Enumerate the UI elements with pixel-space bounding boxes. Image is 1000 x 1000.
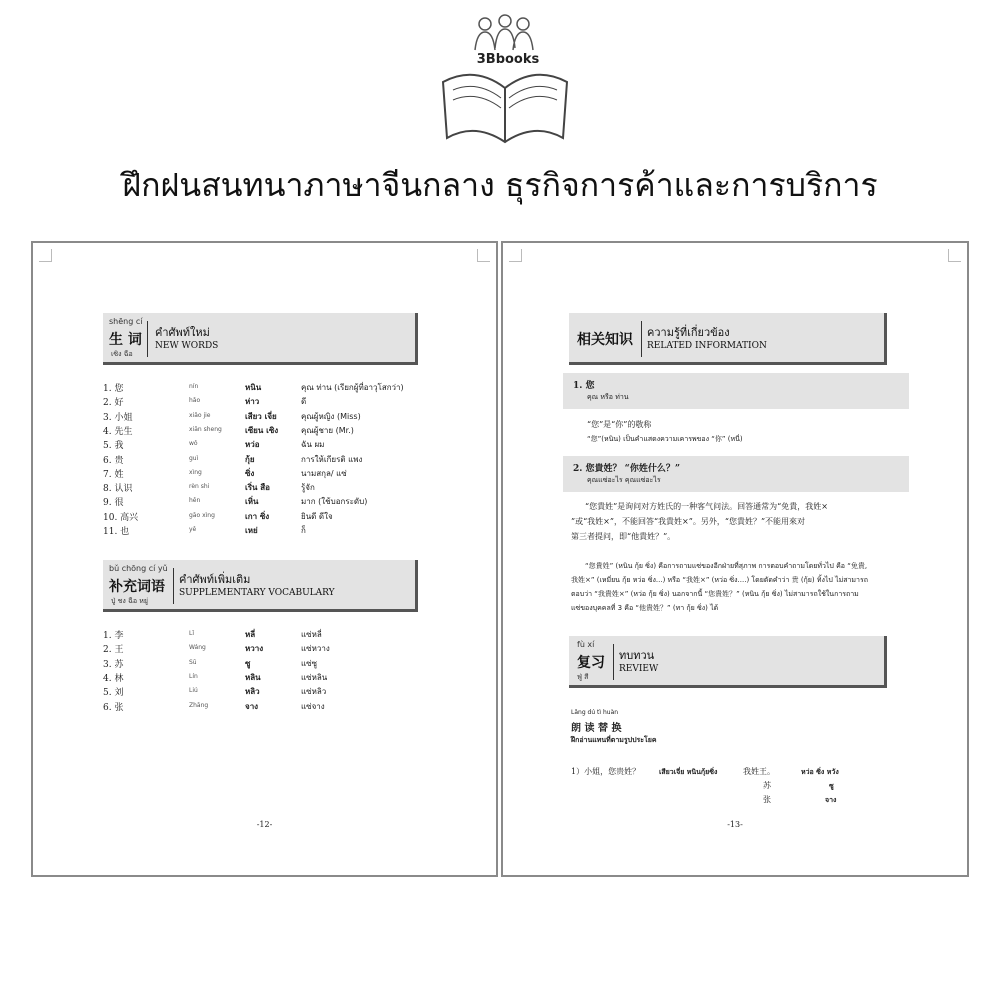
- text-line: “您”是“你”的敬称: [587, 420, 652, 429]
- vocab-pinyin: gāo xìng: [189, 511, 215, 519]
- vocab-reading: หลิน: [245, 672, 261, 682]
- text-line: “您貴姓”是询问对方姓氏的一种客气问法。回答通常为“免貴，我姓×: [585, 502, 828, 511]
- vocab-zh: 3. 苏: [103, 659, 124, 670]
- vocab-zh: 1. 您: [103, 384, 124, 394]
- brand-name: 3Bbooks: [476, 52, 540, 67]
- review-thai: ทบทวน: [619, 649, 655, 662]
- vocab-zh: 11. 也: [103, 527, 130, 537]
- vocab-row: [103, 481, 423, 495]
- brand-logo: [435, 10, 575, 150]
- supplementary-header: [103, 560, 418, 612]
- vocab-meaning: แซ่หลิน: [301, 672, 328, 682]
- new-words-reading: เซิง ฉือ: [111, 350, 133, 358]
- page-number: -12-: [256, 820, 273, 829]
- new-words-pinyin: shēng cí: [109, 317, 143, 326]
- vocab-meaning: คุณผู้หญิง (Miss): [301, 411, 361, 421]
- vocab-row: [103, 424, 423, 438]
- vocab-reading: ห่าว: [245, 397, 260, 407]
- vocab-reading: จาง: [245, 701, 259, 711]
- vocab-meaning: การให้เกียรติ แพง: [301, 454, 363, 464]
- vocab-zh: 4. 先生: [103, 426, 133, 437]
- drill-reading: เสียวเจี่ย หนินกุ้ยซิ่ง: [659, 768, 718, 776]
- supp-en: SUPPLEMENTARY VOCABULARY: [179, 588, 335, 598]
- vocab-meaning: นามสกุล/ แซ่: [301, 468, 347, 478]
- subsection-1: [563, 373, 909, 409]
- vocab-zh: 9. 很: [103, 498, 124, 509]
- page-number: -13-: [727, 820, 743, 829]
- drill-alt-zh: 张: [763, 795, 771, 804]
- vocab-meaning: แซ่หวาง: [301, 644, 330, 654]
- drill-zh: 朗 读 替 换: [571, 723, 622, 734]
- vocab-zh: 5. 我: [103, 441, 124, 452]
- subsection-2-thai-text: [571, 559, 911, 615]
- divider: [641, 321, 642, 357]
- vocab-row: [103, 438, 423, 452]
- divider: [147, 321, 148, 357]
- vocab-pinyin: xiǎo jie: [189, 411, 211, 419]
- vocab-row: [103, 657, 423, 671]
- subsection-2-thai: คุณแซ่อะไร คุณแซ่อะไร: [587, 476, 661, 484]
- vocab-row: [103, 510, 423, 524]
- vocab-pinyin: hǎo: [189, 397, 201, 405]
- vocab-meaning: แซ่หลิว: [301, 687, 327, 697]
- vocab-row: [103, 495, 423, 509]
- vocab-zh: 5. 刘: [103, 688, 124, 699]
- vocab-zh: 2. 好: [103, 398, 124, 409]
- vocab-pinyin: xìng: [189, 468, 202, 476]
- vocab-row: [103, 628, 423, 642]
- vocab-pinyin: Sū: [189, 658, 197, 666]
- vocab-reading: หลิว: [245, 687, 260, 697]
- new-words-header: [103, 313, 418, 365]
- vocab-pinyin: Wáng: [189, 644, 206, 652]
- review-en: REVIEW: [619, 664, 659, 674]
- drill-answer-reading: หว่อ ซิ่ง หวัง: [801, 768, 839, 776]
- text-line: ตอบว่า “我貴姓×” (หว่อ กุ้ย ซิ่ง) นอกจากนี้ “您貴姓？” (หนิน กุ้ย ซิ่ง) ไม่สามารถใช้ในการถาม: [571, 590, 859, 598]
- vocab-reading: ซิ่ง: [245, 468, 255, 478]
- vocab-zh: 8. 认识: [103, 484, 133, 495]
- vocab-zh: 6. 贵: [103, 455, 124, 466]
- vocab-reading: หนิน: [245, 383, 262, 392]
- vocab-zh: 10. 高兴: [103, 512, 139, 523]
- review-reading: ฟู่ สี: [577, 673, 589, 681]
- crop-mark: [509, 249, 522, 262]
- new-words-thai: คำศัพท์ใหม่: [155, 326, 210, 339]
- vocab-meaning: ยินดี ดีใจ: [301, 511, 333, 521]
- vocab-row: [103, 524, 423, 538]
- vocab-zh: 6. 张: [103, 702, 124, 713]
- right-page: [501, 241, 969, 877]
- left-page: [31, 241, 498, 877]
- vocab-row: [103, 685, 423, 699]
- vocab-reading: หวาง: [245, 644, 264, 654]
- vocab-pinyin: xiān sheng: [189, 425, 222, 433]
- vocab-meaning: ดี: [301, 397, 307, 407]
- new-words-en: NEW WORDS: [155, 341, 219, 351]
- vocab-pinyin: hěn: [189, 497, 201, 505]
- vocab-reading: ซู: [245, 658, 251, 668]
- vocab-pinyin: Lǐ: [189, 630, 195, 637]
- related-zh: 相关知识: [577, 332, 633, 348]
- drill-alt-reading: ซู: [829, 782, 834, 790]
- review-pinyin: fù xí: [577, 640, 595, 649]
- divider: [173, 568, 174, 604]
- divider: [613, 644, 614, 680]
- vocab-pinyin: Liú: [189, 687, 198, 695]
- vocab-zh: 3. 小姐: [103, 412, 133, 423]
- drill-pinyin: Lǎng dú tì huàn: [571, 709, 619, 716]
- vocab-pinyin: Zhāng: [189, 701, 209, 709]
- vocab-zh: 7. 姓: [103, 469, 124, 480]
- subsection-1-text: [587, 417, 743, 447]
- vocab-row: [103, 642, 423, 656]
- vocab-meaning: คุณผู้ชาย (Mr.): [301, 425, 354, 435]
- text-line: ”或“我姓×”，不能回答“我貴姓×”。另外，“您貴姓？”不能用來对: [571, 517, 806, 526]
- vocab-zh: 1. 李: [103, 631, 124, 641]
- vocab-reading: เกา ซิ่ง: [245, 511, 270, 521]
- text-line: 我姓×” (เหมี่ยน กุ้ย หว่อ ซิ่ง...) หรือ “我姓×” (หว่อ ซิ่ง....) โดยตัดคำว่า 贵 (กุ้ย) ทิ้งไป ไม่สามารถ: [571, 576, 868, 584]
- vocab-meaning: ก็: [301, 526, 306, 535]
- supp-reading: ปู่ ชง ฉือ หยู่: [111, 597, 148, 605]
- vocab-row: [103, 671, 423, 685]
- vocab-meaning: ฉัน ผม: [301, 440, 325, 450]
- vocab-reading: เริ่น สือ: [245, 483, 270, 493]
- text-line: “您貴姓” (หนิน กุ้ย ซิ่ง) คือการถามแซ่ของอีกฝ่ายที่สุภาพ การตอบคำถามโดยทั่วไป คือ “免貴,: [585, 562, 868, 570]
- review-header: [569, 636, 887, 688]
- vocab-reading: หว่อ: [245, 440, 260, 450]
- vocab-pinyin: nín: [189, 383, 199, 390]
- vocab-row: [103, 700, 423, 714]
- vocab-pinyin: guì: [189, 454, 199, 462]
- vocab-pinyin: wǒ: [189, 440, 198, 448]
- vocab-meaning: มาก (ใช้บอกระดับ): [301, 497, 368, 507]
- vocab-row: [103, 381, 423, 395]
- drill-answer: 我姓王。: [743, 767, 775, 776]
- new-words-zh: 生 词: [109, 332, 142, 348]
- vocab-meaning: แซ่จาง: [301, 701, 325, 711]
- vocab-pinyin: Lín: [189, 672, 198, 680]
- vocab-row: [103, 410, 423, 424]
- vocab-pinyin: rèn shi: [189, 483, 210, 491]
- vocab-meaning: แซ่ซู: [301, 658, 318, 668]
- subsection-2: [563, 456, 909, 492]
- vocab-reading: หลี่: [245, 630, 256, 639]
- subsection-1-thai: คุณ หรือ ท่าน: [587, 393, 629, 401]
- crop-mark: [477, 249, 490, 262]
- related-header: [569, 313, 887, 365]
- review-zh: 复习: [577, 655, 605, 671]
- text-line: 第三者提问，即“他貴姓？”。: [571, 532, 676, 541]
- subsection-2-title: 2. 您貴姓？ “你姓什么？”: [573, 464, 681, 474]
- drill-sentence: 1）小姐，您贵姓？: [571, 767, 641, 776]
- crop-mark: [948, 249, 961, 262]
- vocab-pinyin: yě: [189, 526, 197, 533]
- vocab-meaning: แซ่หลี่: [301, 630, 322, 639]
- vocab-row: [103, 395, 423, 409]
- vocab-reading: เสียว เจี่ย: [245, 411, 277, 421]
- related-en: RELATED INFORMATION: [647, 341, 767, 351]
- vocab-reading: เซียน เซิง: [245, 425, 279, 435]
- vocab-zh: 4. 林: [103, 673, 124, 684]
- drill-thai: ฝึกอ่านแทนที่ตามรูปประโยค: [571, 736, 657, 744]
- vocab-row: [103, 453, 423, 467]
- text-line: “您”(หนิน) เป็นคำแสดงความเคารพของ “你” (หนี่): [587, 435, 743, 443]
- supp-pinyin: bǔ chōng cí yǔ: [109, 564, 168, 573]
- vocab-meaning: คุณ ท่าน (เรียกผู้ที่อาวุโสกว่า): [301, 383, 404, 392]
- crop-mark: [39, 249, 52, 262]
- vocab-meaning: รู้จัก: [301, 483, 315, 493]
- vocab-reading: กุ้ย: [245, 454, 255, 464]
- drill-alt-zh: 苏: [763, 781, 771, 790]
- vocab-zh: 2. 王: [103, 645, 124, 656]
- drill-alt-reading: จาง: [825, 796, 837, 804]
- vocab-row: [103, 467, 423, 481]
- related-thai: ความรู้ที่เกี่ยวข้อง: [647, 326, 730, 339]
- supp-thai: คำศัพท์เพิ่มเติม: [179, 573, 251, 586]
- vocab-reading: เหิ่น: [245, 497, 259, 507]
- page-title: ฝึกฝนสนทนาภาษาจีนกลาง ธุรกิจการค้าและการบริการ: [122, 166, 878, 204]
- subsection-2-zh: [571, 499, 911, 544]
- subsection-1-title: 1. 您: [573, 381, 595, 391]
- supp-zh: 补充词语: [109, 579, 165, 595]
- text-line: แซ่ของบุคคลที่ 3 คือ “他貴姓？” (ทา กุ้ย ซิ่ง) ได้: [571, 604, 719, 612]
- vocab-reading: เหย่: [245, 526, 258, 535]
